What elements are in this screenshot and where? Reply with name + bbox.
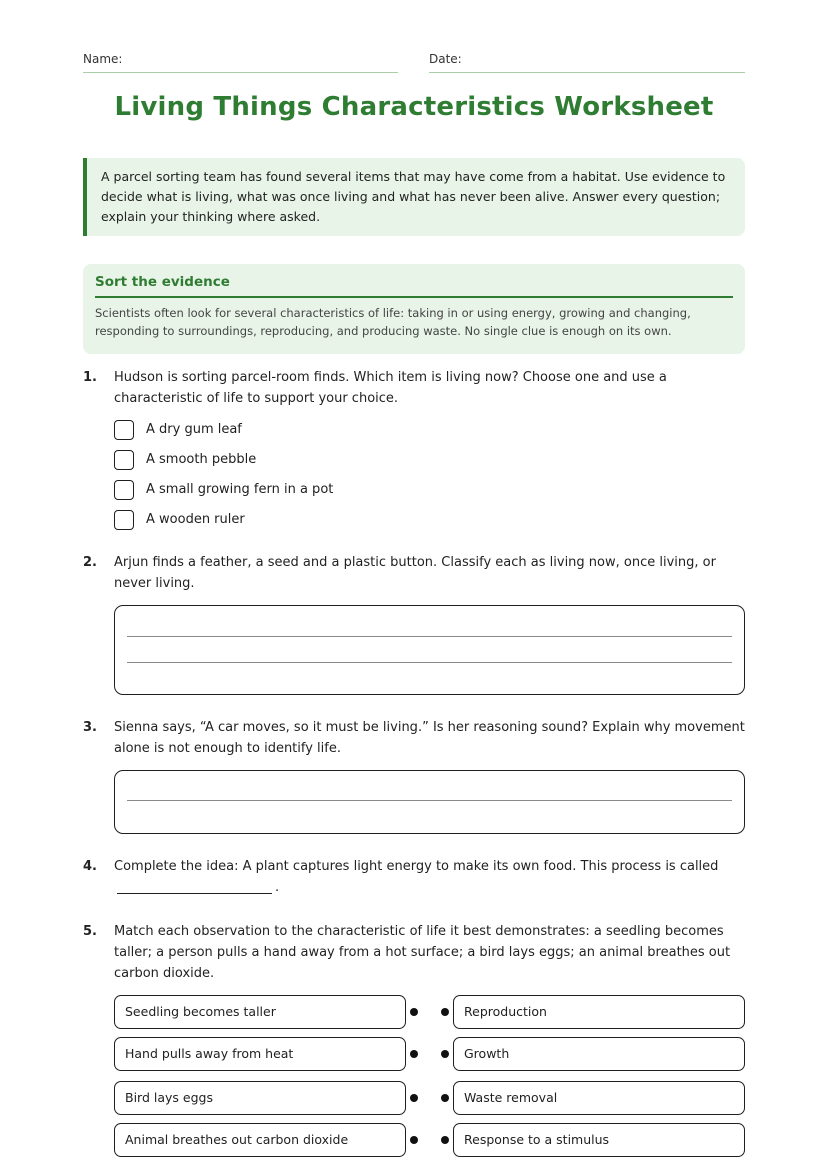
match-left-1[interactable]: Seedling becomes taller: [114, 995, 406, 1029]
question-4: [83, 856, 745, 880]
match-left-4[interactable]: Animal breathes out carbon dioxide: [114, 1123, 406, 1157]
date-label: Date:: [429, 52, 462, 66]
match-left-3[interactable]: Bird lays eggs: [114, 1081, 406, 1115]
section-text: Scientists often look for several characteristics of life: taking in or using energy, growing and changing, responding to surroundings, reproducing, and producing waste. No single clue is enough on its own.: [95, 306, 691, 338]
question-number: 4.: [83, 859, 97, 874]
date-field[interactable]: [429, 52, 745, 73]
question-1: [83, 367, 745, 411]
match-dot[interactable]: [410, 1136, 418, 1144]
match-right-4[interactable]: Response to a stimulus: [453, 1123, 745, 1157]
checkbox[interactable]: [114, 480, 134, 500]
name-label: Name:: [83, 52, 123, 66]
match-right-3[interactable]: Waste removal: [453, 1081, 745, 1115]
question-text: Match each observation to the characteristic of life it best demonstrates: a seedling becomes taller; a person pulls a hand away from a hot surface; a bird lays eggs; an animal breathes out carbon dioxide.: [114, 924, 731, 981]
answer-box-3[interactable]: [114, 770, 745, 834]
match-dot[interactable]: [410, 1050, 418, 1058]
question-2: [83, 552, 745, 596]
question-number: 3.: [83, 720, 97, 735]
question-number: 2.: [83, 555, 97, 570]
section-title: Sort the evidence: [95, 274, 733, 298]
option-label: A smooth pebble: [146, 452, 257, 467]
header-row: [83, 52, 745, 74]
question-5: [83, 921, 745, 985]
question-text: Complete the idea: A plant captures light energy to make its own food. This process is called: [114, 859, 719, 874]
match-right-1[interactable]: Reproduction: [453, 995, 745, 1029]
question-3: [83, 717, 745, 761]
question-text: Arjun finds a feather, a seed and a plastic button. Classify each as living now, once living, or never living.: [114, 555, 716, 591]
fill-in-blank[interactable]: [117, 893, 272, 894]
question-text: Hudson is sorting parcel-room finds. Which item is living now? Choose one and use a characteristic of life to support your choice.: [114, 370, 667, 406]
worksheet-title: Living Things Characteristics Worksheet: [114, 92, 714, 122]
question-text: Sienna says, “A car moves, so it must be living.” Is her reasoning sound? Explain why movement alone is not enough to identify life.: [114, 720, 745, 756]
checkbox[interactable]: [114, 510, 134, 530]
match-left-2[interactable]: Hand pulls away from heat: [114, 1037, 406, 1071]
match-dot[interactable]: [441, 1008, 449, 1016]
question-number: 1.: [83, 370, 97, 385]
intro-callout: A parcel sorting team has found several items that may have come from a habitat. Use evidence to decide what is living, what was once living and what has never been alive. Answer every question; explain your thinking where asked.: [83, 158, 745, 236]
match-dot[interactable]: [441, 1136, 449, 1144]
match-dot[interactable]: [410, 1008, 418, 1016]
match-dot[interactable]: [441, 1050, 449, 1058]
match-right-2[interactable]: Growth: [453, 1037, 745, 1071]
checkbox[interactable]: [114, 420, 134, 440]
section-sort-evidence: [83, 264, 745, 354]
writing-line: [127, 636, 732, 637]
match-dot[interactable]: [441, 1094, 449, 1102]
option-label: A wooden ruler: [146, 512, 245, 527]
name-field[interactable]: [83, 52, 398, 73]
option-label: A dry gum leaf: [146, 422, 242, 437]
question-number: 5.: [83, 924, 97, 939]
writing-line: [127, 662, 732, 663]
answer-box-2[interactable]: [114, 605, 745, 695]
sentence-end: .: [275, 880, 280, 895]
match-dot[interactable]: [410, 1094, 418, 1102]
checkbox[interactable]: [114, 450, 134, 470]
writing-line: [127, 800, 732, 801]
option-label: A small growing fern in a pot: [146, 482, 334, 497]
